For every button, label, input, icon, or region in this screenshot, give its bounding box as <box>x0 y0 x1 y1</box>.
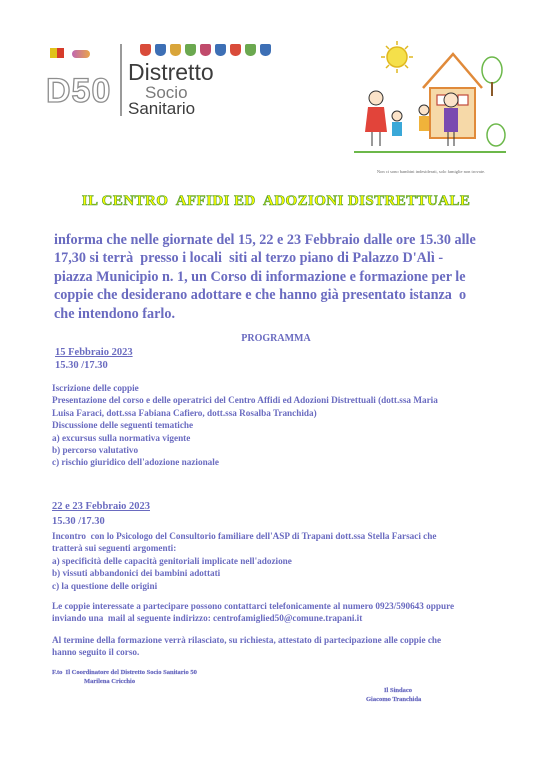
mayor-title: Il Sindaco <box>384 687 412 694</box>
contact-line: inviando una mail al seguente indirizzo: centrofamiglied50@comune.trapani.it <box>52 613 363 624</box>
intro-line: coppie che desiderano adottare e che hanno già presentato istanza o <box>54 287 467 304</box>
crest-icon <box>230 44 241 56</box>
session2-line: c) la questione delle origini <box>52 580 158 591</box>
mayor-name: Giacomo Tranchida <box>366 696 422 703</box>
closing-line: hanno seguito il corso. <box>52 647 140 658</box>
crest-icon <box>215 44 226 56</box>
session2-line: tratterà sui seguenti argomenti: <box>52 543 177 554</box>
closing-line: Al termine della formazione verrà rilasciato, su richiesta, attestato di partecipazione alle coppie che <box>52 635 442 645</box>
logo-divider <box>120 44 122 116</box>
municipality-crests <box>140 44 271 56</box>
coordinator-name: Marilena Cricchio <box>84 678 136 685</box>
logo-line2: Socio <box>145 83 188 102</box>
session1-line: a) excursus sulla normativa vigente <box>52 432 191 443</box>
session2-time: 15.30 /17.30 <box>52 516 105 527</box>
session2-line: Incontro con lo Psicologo del Consultorio familiare dell'ASP di Trapani dott.ssa Stella Farsaci che <box>52 531 437 541</box>
intro-line: che intendono farlo. <box>54 305 175 322</box>
intro-line: informa che nelle giornate del 15, 22 e 23 Febbraio dalle ore 15.30 alle <box>54 232 476 248</box>
sun-icon <box>381 41 413 73</box>
logo-line1: Distretto <box>128 59 214 85</box>
session1-details <box>52 382 512 469</box>
session1-line: Discussione delle seguenti tematiche <box>52 420 194 431</box>
crest-icon <box>245 44 256 56</box>
session1-line: c) rischio giuridico dell'adozione nazionale <box>52 457 219 468</box>
tree-icon <box>482 57 505 146</box>
intro-line: 17,30 si terrà presso i locali siti al terzo piano di Palazzo D'Alì - <box>54 250 444 267</box>
crest-icon <box>260 44 271 56</box>
family-house-illustration <box>350 40 510 165</box>
crest-icon <box>170 44 181 56</box>
logo-code: D50 <box>46 72 112 110</box>
session1-line: Presentazione del corso e delle operatrici del Centro Affidi ed Adozioni Distrettuali (dott.ssa Maria <box>52 395 438 406</box>
session2-line: a) specificità delle capacità genitoriali implicate nell'adozione <box>52 555 292 566</box>
contact-line: Le coppie interessate a partecipare possono contattarci telefonicamente al numero 0923/590643 oppure <box>52 601 455 611</box>
session1-date: 15 Febbraio 2023 <box>55 347 133 358</box>
flag-icon <box>50 48 64 58</box>
closing-note <box>52 634 512 659</box>
logo-line3: Sanitario <box>128 99 196 118</box>
crest-icon <box>155 44 166 56</box>
flag-icons <box>50 48 90 58</box>
crest-icon <box>185 44 196 56</box>
crest-icon <box>200 44 211 56</box>
session1-line: b) percorso valutativo <box>52 445 139 456</box>
contact-info <box>52 600 512 625</box>
session2-line: b) vissuti abbandonici dei bambini adottati <box>52 568 221 579</box>
page-title: IL CENTRO AFFIDI ED ADOZIONI DISTRETTUALE <box>81 193 471 209</box>
session1-time: 15.30 /17.30 <box>55 360 108 371</box>
crest-icon <box>140 44 151 56</box>
wave-icon <box>72 50 90 58</box>
coordinator-signature-title: F.to Il Coordinatore del Distretto Socio Sanitario 50 <box>52 669 197 676</box>
session1-line: Iscrizione delle coppie <box>52 383 139 393</box>
intro-line: piazza Municipio n. 1, un Corso di informazione e formazione per le <box>54 268 466 285</box>
intro-paragraph <box>54 231 514 323</box>
programma-heading: PROGRAMMA <box>241 333 311 344</box>
tagline: Non ci sono bambini indesiderati, solo famiglie non trovate. <box>376 169 486 174</box>
session2-date: 22 e 23 Febbraio 2023 <box>52 501 150 512</box>
session2-details <box>52 530 512 592</box>
session1-line: Luisa Faraci, dott.ssa Fabiana Cafiero, dott.ssa Rosalba Tranchida) <box>52 407 317 418</box>
